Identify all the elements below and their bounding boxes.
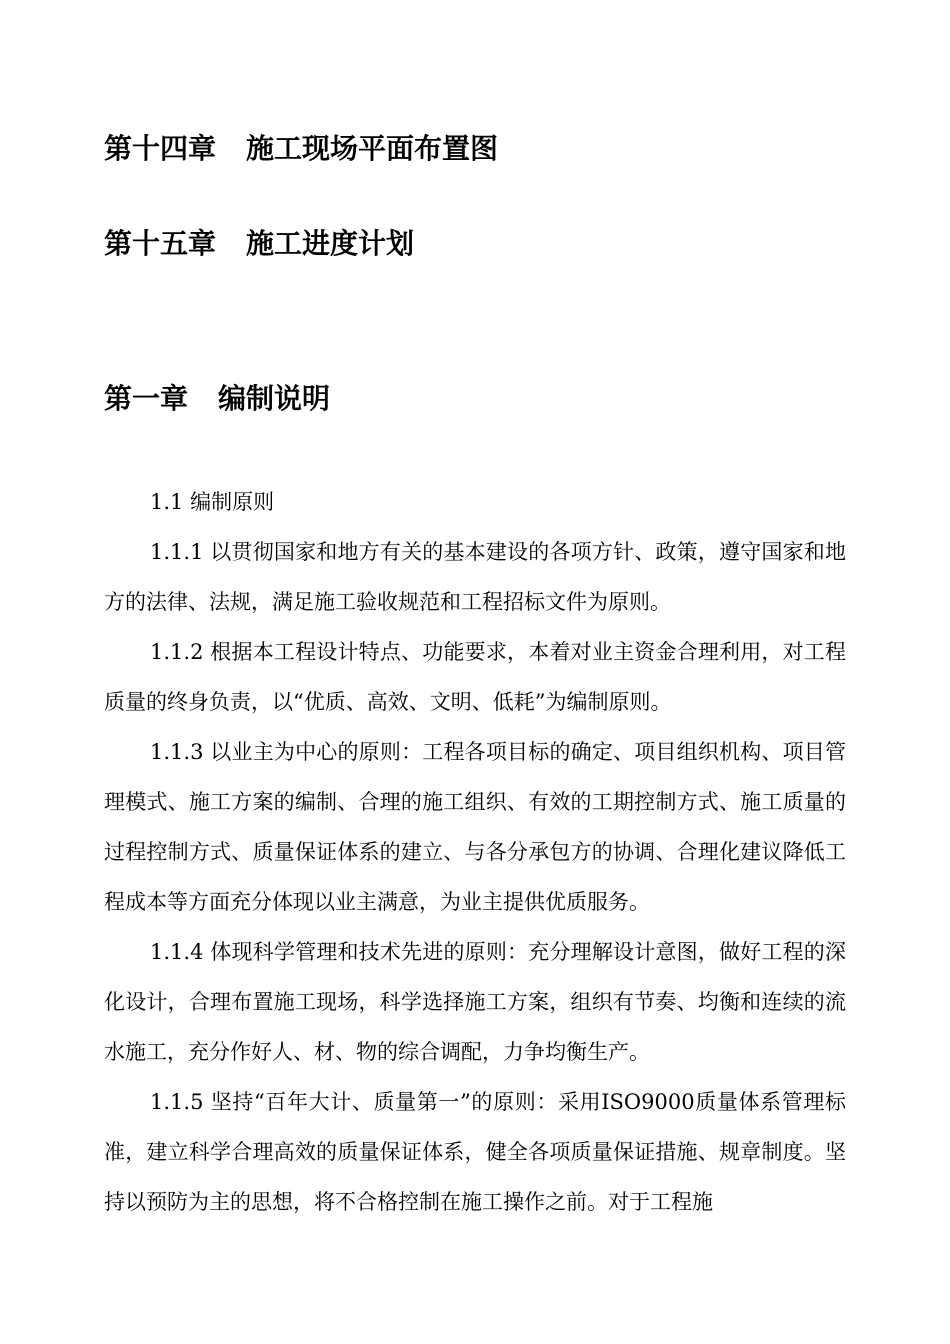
chapter-14-heading	[104, 132, 498, 166]
paragraph-1-1-5: 1.1.5 坚持“百年大计、质量第一”的原则：采用ISO9000质量体系管理标准，建立科学合理高效的质量保证体系，健全各项质量保证措施、规章制度。坚持以预防为主的思想，将不合格控制在施工操作之前。对于工程施	[104, 1090, 846, 1214]
paragraph-1-1-2: 1.1.2 根据本工程设计特点、功能要求，本着对业主资金合理利用，对工程质量的终身负责，以“优质、高效、文明、低耗”为编制原则。	[104, 640, 846, 714]
chapter-title: 编制说明	[218, 382, 331, 415]
chapter-title: 施工现场平面布置图	[246, 132, 499, 165]
paragraph-1-1-1: 1.1.1 以贯彻国家和地方有关的基本建设的各项方针、政策，遵守国家和地方的法律、法规，满足施工验收规范和工程招标文件为原则。	[104, 540, 846, 614]
chapter-title: 施工进度计划	[246, 227, 415, 260]
chapter-number: 第一章	[104, 382, 189, 415]
chapter-number: 第十五章	[104, 227, 217, 260]
paragraph-1-1-3: 1.1.3 以业主为中心的原则：工程各项目标的确定、项目组织机构、项目管理模式、施工方案的编制、合理的施工组织、有效的工期控制方式、施工质量的过程控制方式、质量保证体系的建立、与各分承包方的协调、合理化建议降低工程成本等方面充分体现以业主满意，为业主提供优质服务。	[104, 740, 846, 914]
chapter-15-heading	[104, 227, 414, 261]
chapter-1-heading	[104, 382, 330, 416]
body-text	[104, 477, 846, 1227]
chapter-number: 第十四章	[104, 132, 217, 165]
paragraph-1-1-4: 1.1.4 体现科学管理和技术先进的原则：充分理解设计意图，做好工程的深化设计，合理布置施工现场，科学选择施工方案，组织有节奏、均衡和连续的流水施工，充分作好人、材、物的综合调配，力争均衡生产。	[104, 940, 846, 1064]
section-heading-1-1: 1.1 编制原则	[150, 490, 275, 514]
